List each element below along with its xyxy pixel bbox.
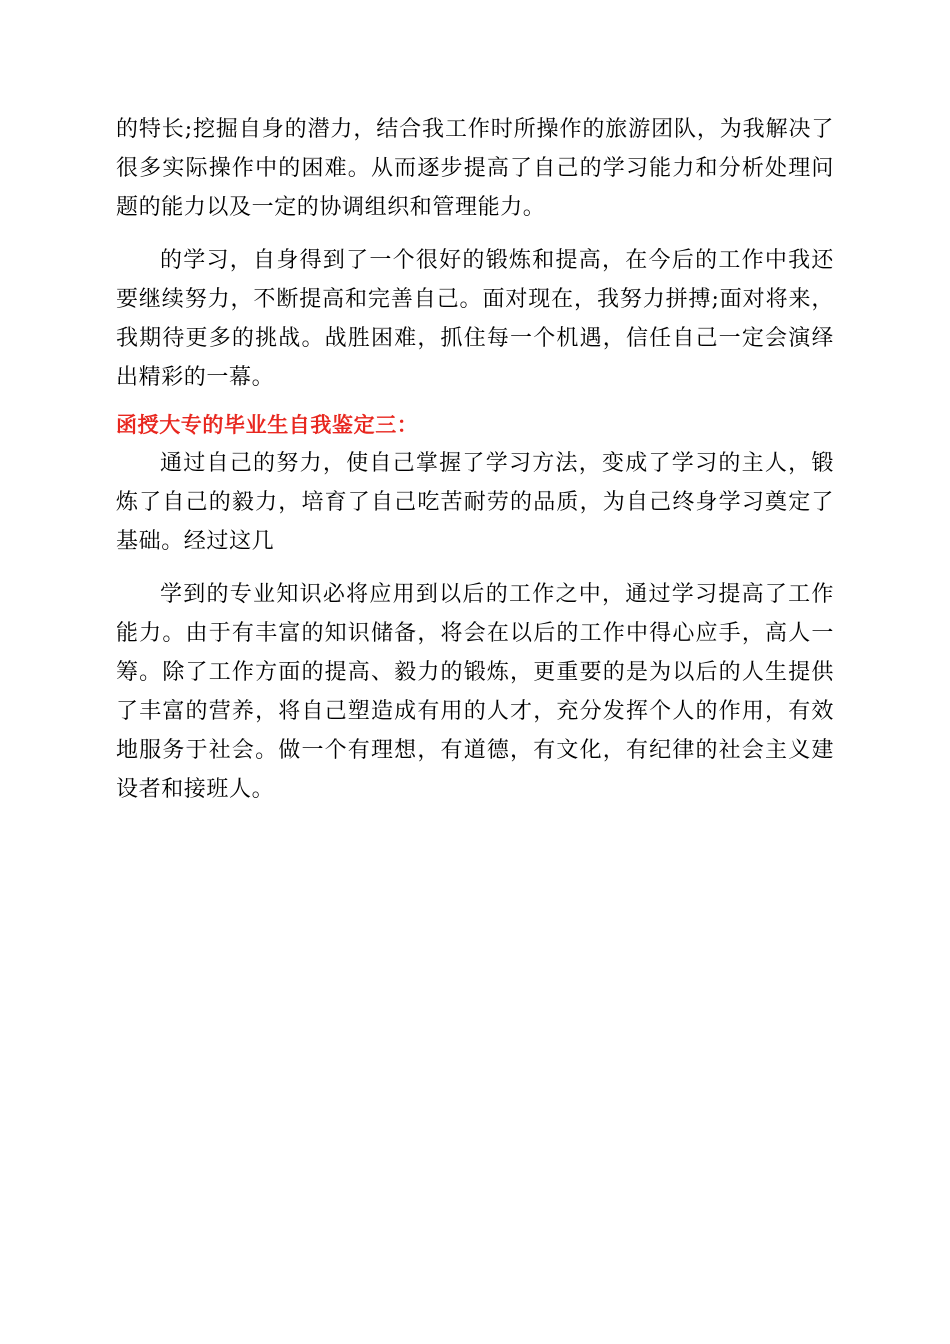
paragraph-2: 的学习，自身得到了一个很好的锻炼和提高，在今后的工作中我还要继续努力，不断提高和完善自己。面对现在，我努力拼搏;面对将来，我期待更多的挑战。战胜困难，抓住每一个机遇，信任自己一定会演绎出精彩的一幕。 [116, 248, 834, 390]
paragraph-3: 通过自己的努力，使自己掌握了学习方法，变成了学习的主人，锻炼了自己的毅力，培育了自己吃苦耐劳的品质，为自己终身学习奠定了基础。经过这几 [116, 451, 834, 554]
section-heading: 函授大专的毕业生自我鉴定三： [116, 413, 419, 437]
paragraph-4: 学到的专业知识必将应用到以后的工作之中，通过学习提高了工作能力。由于有丰富的知识储备，将会在以后的工作中得心应手，高人一筹。除了工作方面的提高、毅力的锻炼，更重要的是为以后的人生提供了丰富的营养，将自己塑造成有用的人才，充分发挥个人的作用，有效地服务于社会。做一个有理想，有道德，有文化，有纪律的社会主义建设者和接班人。 [116, 582, 834, 802]
paragraph-1: 的特长;挖掘自身的潜力，结合我工作时所操作的旅游团队，为我解决了很多实际操作中的困难。从而逐步提高了自己的学习能力和分析处理问题的能力以及一定的协调组织和管理能力。 [116, 117, 834, 220]
document-page [116, 110, 834, 823]
